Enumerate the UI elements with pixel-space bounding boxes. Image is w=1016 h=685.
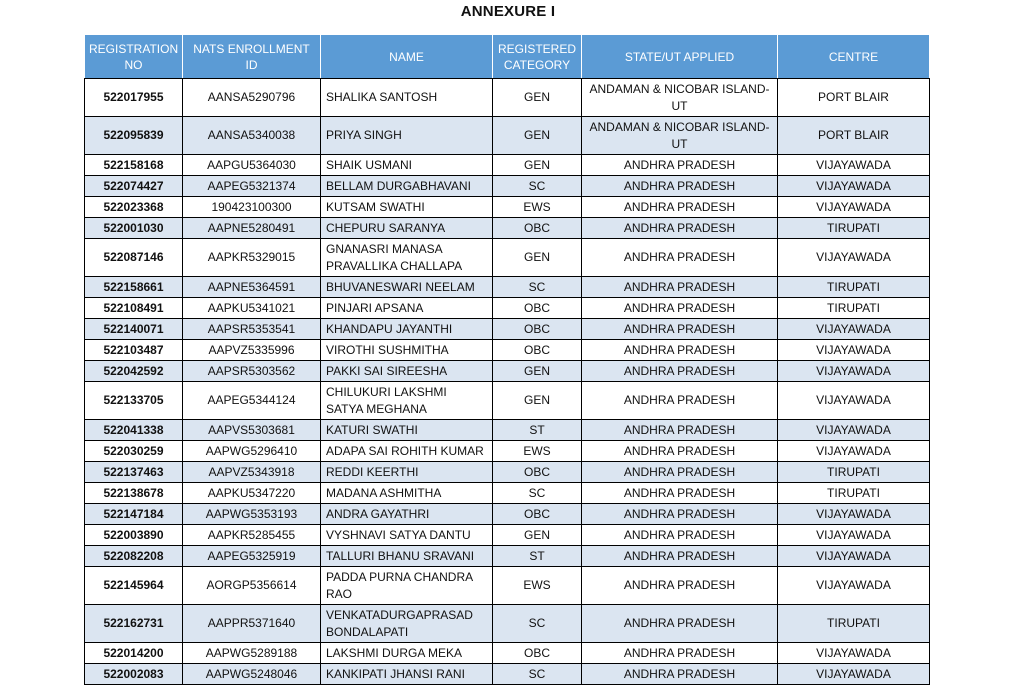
- nats-enrollment-id-cell: AAPVS5303681: [183, 420, 321, 441]
- category-cell: ST: [493, 546, 582, 567]
- name-cell: REDDI KEERTHI: [321, 462, 493, 483]
- category-cell: ST: [493, 420, 582, 441]
- centre-cell: VIJAYAWADA: [778, 567, 930, 605]
- table-row: [85, 298, 930, 319]
- table-row: [85, 382, 930, 420]
- category-cell: OBC: [493, 462, 582, 483]
- registration-no-cell: 522023368: [85, 197, 183, 218]
- name-cell: PRIYA SINGH: [321, 117, 493, 155]
- centre-cell: VIJAYAWADA: [778, 420, 930, 441]
- name-cell: CHEPURU SARANYA: [321, 218, 493, 239]
- state-cell: ANDAMAN & NICOBAR ISLAND-UT: [582, 79, 778, 117]
- page-title: ANNEXURE I: [460, 3, 556, 20]
- table-row: [85, 117, 930, 155]
- name-cell: ANDRA GAYATHRI: [321, 504, 493, 525]
- nats-enrollment-id-cell: AAPEG5321374: [183, 176, 321, 197]
- nats-enrollment-id-cell: AAPNE5280491: [183, 218, 321, 239]
- table-row: [85, 605, 930, 643]
- state-cell: ANDHRA PRADESH: [582, 239, 778, 277]
- registration-no-cell: 522133705: [85, 382, 183, 420]
- centre-cell: TIRUPATI: [778, 298, 930, 319]
- table-row: [85, 643, 930, 664]
- column-header-registered-category: REGISTERED CATEGORY: [493, 35, 582, 79]
- centre-cell: VIJAYAWADA: [778, 525, 930, 546]
- name-cell: VYSHNAVI SATYA DANTU: [321, 525, 493, 546]
- category-cell: GEN: [493, 117, 582, 155]
- nats-enrollment-id-cell: AAPNE5364591: [183, 277, 321, 298]
- centre-cell: VIJAYAWADA: [778, 382, 930, 420]
- name-cell: SHALIKA SANTOSH: [321, 79, 493, 117]
- nats-enrollment-id-cell: AAPWG5353193: [183, 504, 321, 525]
- state-cell: ANDHRA PRADESH: [582, 441, 778, 462]
- registration-no-cell: 522003890: [85, 525, 183, 546]
- category-cell: SC: [493, 605, 582, 643]
- state-cell: ANDHRA PRADESH: [582, 218, 778, 239]
- column-header-name: NAME: [321, 35, 493, 79]
- name-cell: MADANA ASHMITHA: [321, 483, 493, 504]
- category-cell: SC: [493, 483, 582, 504]
- state-cell: ANDHRA PRADESH: [582, 546, 778, 567]
- centre-cell: TIRUPATI: [778, 462, 930, 483]
- name-cell: ADAPA SAI ROHITH KUMAR: [321, 441, 493, 462]
- name-cell: KUTSAM SWATHI: [321, 197, 493, 218]
- state-cell: ANDHRA PRADESH: [582, 319, 778, 340]
- state-cell: ANDHRA PRADESH: [582, 298, 778, 319]
- table-row: [85, 340, 930, 361]
- registration-no-cell: 522014200: [85, 643, 183, 664]
- registration-no-cell: 522108491: [85, 298, 183, 319]
- state-cell: ANDHRA PRADESH: [582, 664, 778, 685]
- registration-no-cell: 522158168: [85, 155, 183, 176]
- column-header-nats-enrollment-id: NATS ENROLLMENT ID: [183, 35, 321, 79]
- nats-enrollment-id-cell: AAPWG5296410: [183, 441, 321, 462]
- state-cell: ANDHRA PRADESH: [582, 382, 778, 420]
- table-row: [85, 319, 930, 340]
- category-cell: SC: [493, 277, 582, 298]
- centre-cell: VIJAYAWADA: [778, 361, 930, 382]
- registration-no-cell: 522103487: [85, 340, 183, 361]
- name-cell: KANKIPATI JHANSI RANI: [321, 664, 493, 685]
- category-cell: GEN: [493, 361, 582, 382]
- nats-enrollment-id-cell: AAPWG5248046: [183, 664, 321, 685]
- table-row: [85, 420, 930, 441]
- name-cell: SHAIK USMANI: [321, 155, 493, 176]
- category-cell: GEN: [493, 155, 582, 176]
- nats-enrollment-id-cell: 190423100300: [183, 197, 321, 218]
- name-cell: KHANDAPU JAYANTHI: [321, 319, 493, 340]
- registration-no-cell: 522158661: [85, 277, 183, 298]
- centre-cell: VIJAYAWADA: [778, 441, 930, 462]
- registration-no-cell: 522002083: [85, 664, 183, 685]
- category-cell: OBC: [493, 319, 582, 340]
- table-row: [85, 277, 930, 298]
- centre-cell: PORT BLAIR: [778, 79, 930, 117]
- state-cell: ANDHRA PRADESH: [582, 567, 778, 605]
- category-cell: OBC: [493, 298, 582, 319]
- category-cell: EWS: [493, 197, 582, 218]
- nats-enrollment-id-cell: AORGP5356614: [183, 567, 321, 605]
- name-cell: PADDA PURNA CHANDRA RAO: [321, 567, 493, 605]
- nats-enrollment-id-cell: AAPSR5303562: [183, 361, 321, 382]
- name-cell: BELLAM DURGABHAVANI: [321, 176, 493, 197]
- state-cell: ANDHRA PRADESH: [582, 483, 778, 504]
- candidate-table: [84, 34, 930, 685]
- column-header-centre: CENTRE: [778, 35, 930, 79]
- centre-cell: VIJAYAWADA: [778, 643, 930, 664]
- centre-cell: VIJAYAWADA: [778, 197, 930, 218]
- registration-no-cell: 522137463: [85, 462, 183, 483]
- nats-enrollment-id-cell: AAPGU5364030: [183, 155, 321, 176]
- table-row: [85, 567, 930, 605]
- name-cell: PAKKI SAI SIREESHA: [321, 361, 493, 382]
- state-cell: ANDHRA PRADESH: [582, 643, 778, 664]
- centre-cell: VIJAYAWADA: [778, 239, 930, 277]
- registration-no-cell: 522162731: [85, 605, 183, 643]
- category-cell: OBC: [493, 643, 582, 664]
- nats-enrollment-id-cell: AAPVZ5335996: [183, 340, 321, 361]
- table-row: [85, 525, 930, 546]
- centre-cell: TIRUPATI: [778, 605, 930, 643]
- state-cell: ANDHRA PRADESH: [582, 525, 778, 546]
- nats-enrollment-id-cell: AAPKU5341021: [183, 298, 321, 319]
- category-cell: GEN: [493, 239, 582, 277]
- nats-enrollment-id-cell: AANSA5340038: [183, 117, 321, 155]
- centre-cell: PORT BLAIR: [778, 117, 930, 155]
- state-cell: ANDHRA PRADESH: [582, 361, 778, 382]
- centre-cell: TIRUPATI: [778, 277, 930, 298]
- centre-cell: VIJAYAWADA: [778, 319, 930, 340]
- name-cell: CHILUKURI LAKSHMI SATYA MEGHANA: [321, 382, 493, 420]
- state-cell: ANDAMAN & NICOBAR ISLAND-UT: [582, 117, 778, 155]
- nats-enrollment-id-cell: AAPWG5289188: [183, 643, 321, 664]
- name-cell: VENKATADURGAPRASAD BONDALAPATI: [321, 605, 493, 643]
- category-cell: OBC: [493, 504, 582, 525]
- registration-no-cell: 522095839: [85, 117, 183, 155]
- table-row: [85, 79, 930, 117]
- table-row: [85, 176, 930, 197]
- name-cell: BHUVANESWARI NEELAM: [321, 277, 493, 298]
- table-body: [85, 79, 930, 685]
- table-row: [85, 239, 930, 277]
- centre-cell: VIJAYAWADA: [778, 176, 930, 197]
- table-row: [85, 218, 930, 239]
- table-row: [85, 483, 930, 504]
- registration-no-cell: 522147184: [85, 504, 183, 525]
- nats-enrollment-id-cell: AANSA5290796: [183, 79, 321, 117]
- registration-no-cell: 522140071: [85, 319, 183, 340]
- category-cell: GEN: [493, 382, 582, 420]
- name-cell: LAKSHMI DURGA MEKA: [321, 643, 493, 664]
- table-row: [85, 361, 930, 382]
- registration-no-cell: 522145964: [85, 567, 183, 605]
- registration-no-cell: 522001030: [85, 218, 183, 239]
- state-cell: ANDHRA PRADESH: [582, 504, 778, 525]
- registration-no-cell: 522017955: [85, 79, 183, 117]
- table-row: [85, 664, 930, 685]
- state-cell: ANDHRA PRADESH: [582, 605, 778, 643]
- centre-cell: VIJAYAWADA: [778, 340, 930, 361]
- table-row: [85, 441, 930, 462]
- column-header-registration-no: REGISTRATION NO: [85, 35, 183, 79]
- centre-cell: TIRUPATI: [778, 483, 930, 504]
- nats-enrollment-id-cell: AAPVZ5343918: [183, 462, 321, 483]
- name-cell: GNANASRI MANASA PRAVALLIKA CHALLAPA: [321, 239, 493, 277]
- registration-no-cell: 522138678: [85, 483, 183, 504]
- table-row: [85, 504, 930, 525]
- table-row: [85, 462, 930, 483]
- category-cell: OBC: [493, 340, 582, 361]
- state-cell: ANDHRA PRADESH: [582, 277, 778, 298]
- registration-no-cell: 522087146: [85, 239, 183, 277]
- nats-enrollment-id-cell: AAPEG5344124: [183, 382, 321, 420]
- centre-cell: VIJAYAWADA: [778, 155, 930, 176]
- centre-cell: VIJAYAWADA: [778, 664, 930, 685]
- state-cell: ANDHRA PRADESH: [582, 197, 778, 218]
- nats-enrollment-id-cell: AAPKR5329015: [183, 239, 321, 277]
- nats-enrollment-id-cell: AAPSR5353541: [183, 319, 321, 340]
- centre-cell: TIRUPATI: [778, 218, 930, 239]
- state-cell: ANDHRA PRADESH: [582, 462, 778, 483]
- name-cell: TALLURI BHANU SRAVANI: [321, 546, 493, 567]
- table-header: [85, 35, 930, 79]
- centre-cell: VIJAYAWADA: [778, 504, 930, 525]
- state-cell: ANDHRA PRADESH: [582, 340, 778, 361]
- name-cell: PINJARI APSANA: [321, 298, 493, 319]
- category-cell: SC: [493, 664, 582, 685]
- registration-no-cell: 522074427: [85, 176, 183, 197]
- table-row: [85, 197, 930, 218]
- registration-no-cell: 522041338: [85, 420, 183, 441]
- table-row: [85, 546, 930, 567]
- category-cell: GEN: [493, 525, 582, 546]
- state-cell: ANDHRA PRADESH: [582, 176, 778, 197]
- state-cell: ANDHRA PRADESH: [582, 155, 778, 176]
- column-header-state-ut-applied: STATE/UT APPLIED: [582, 35, 778, 79]
- nats-enrollment-id-cell: AAPKR5285455: [183, 525, 321, 546]
- nats-enrollment-id-cell: AAPEG5325919: [183, 546, 321, 567]
- registration-no-cell: 522082208: [85, 546, 183, 567]
- name-cell: VIROTHI SUSHMITHA: [321, 340, 493, 361]
- registration-no-cell: 522030259: [85, 441, 183, 462]
- table-row: [85, 155, 930, 176]
- category-cell: EWS: [493, 567, 582, 605]
- category-cell: EWS: [493, 441, 582, 462]
- registration-no-cell: 522042592: [85, 361, 183, 382]
- category-cell: GEN: [493, 79, 582, 117]
- centre-cell: VIJAYAWADA: [778, 546, 930, 567]
- nats-enrollment-id-cell: AAPPR5371640: [183, 605, 321, 643]
- nats-enrollment-id-cell: AAPKU5347220: [183, 483, 321, 504]
- category-cell: OBC: [493, 218, 582, 239]
- state-cell: ANDHRA PRADESH: [582, 420, 778, 441]
- name-cell: KATURI SWATHI: [321, 420, 493, 441]
- category-cell: SC: [493, 176, 582, 197]
